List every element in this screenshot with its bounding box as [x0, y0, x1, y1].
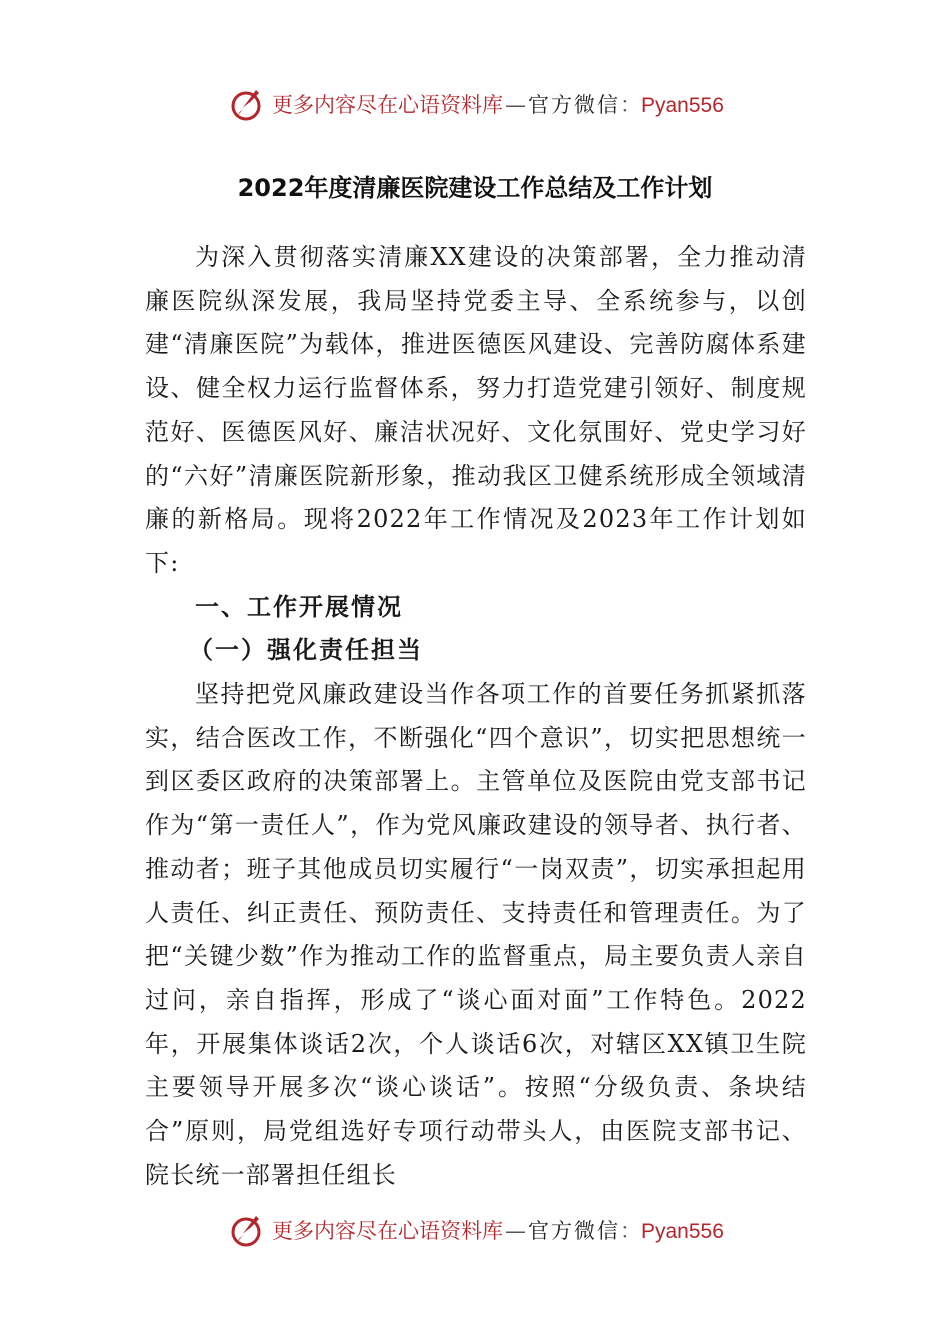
banner-dash: — [505, 93, 526, 117]
banner-dash: — [505, 1219, 526, 1243]
document-body [145, 236, 807, 1197]
banner-brand: 更多内容尽在心语资料库 [272, 93, 503, 117]
banner-text [272, 89, 724, 119]
quill-logo-icon [226, 84, 266, 124]
banner-wechat-label: 官方微信 [528, 93, 620, 117]
section-heading: 一、工作开展情况 [195, 592, 403, 621]
intro-paragraph: 为深入贯彻落实清廉XX建设的决策部署，全力推动清廉医院纵深发展，我局坚持党委主导、全系统参与，以创建“清廉医院”为载体，推进医德医风建设、完善防腐体系建设、健全权力运行监督体系，努力打造党建引领好、制度规范好、医德医风好、廉洁状况好、文化氛围好、党史学习好的“六好”清廉医院新形象，推动我区卫健系统形成全领域清廉的新格局。现将2022年工作情况及2023年工作计划如下: [145, 243, 807, 577]
banner-wechat-id: Pyan556 [641, 1220, 724, 1243]
subsection-heading: （一）强化责任担当 [189, 636, 423, 665]
banner-wechat-id: Pyan556 [641, 94, 724, 117]
quill-logo-icon [226, 1210, 266, 1250]
document-title: 2022年度清廉医院建设工作总结及工作计划 [237, 174, 713, 202]
header-banner [226, 82, 724, 126]
banner-wechat-label: 官方微信 [528, 1219, 620, 1243]
banner-separator: ： [620, 1219, 641, 1243]
banner-text [272, 1215, 724, 1245]
footer-banner [226, 1208, 724, 1252]
banner-brand: 更多内容尽在心语资料库 [272, 1219, 503, 1243]
banner-separator: ： [620, 93, 641, 117]
body-paragraph: 坚持把党风廉政建设当作各项工作的首要任务抓紧抓落实，结合医改工作，不断强化“四个意识”，切实把思想统一到区委区政府的决策部署上。主管单位及医院由党支部书记作为“第一责任人”，作为党风廉政建设的领导者、执行者、推动者；班子其他成员切实履行“一岗双责”，切实承担起用人责任、纠正责任、预防责任、支持责任和管理责任。为了把“关键少数”作为推动工作的监督重点，局主要负责人亲自过问，亲自指挥，形成了“谈心面对面”工作特色。2022年，开展集体谈话2次，个人谈话6次，对辖区XX镇卫生院主要领导开展多次“谈心谈话”。按照“分级负责、条块结合”原则，局党组选好专项行动带头人，由医院支部书记、院长统一部署担任组长 [145, 680, 807, 1189]
